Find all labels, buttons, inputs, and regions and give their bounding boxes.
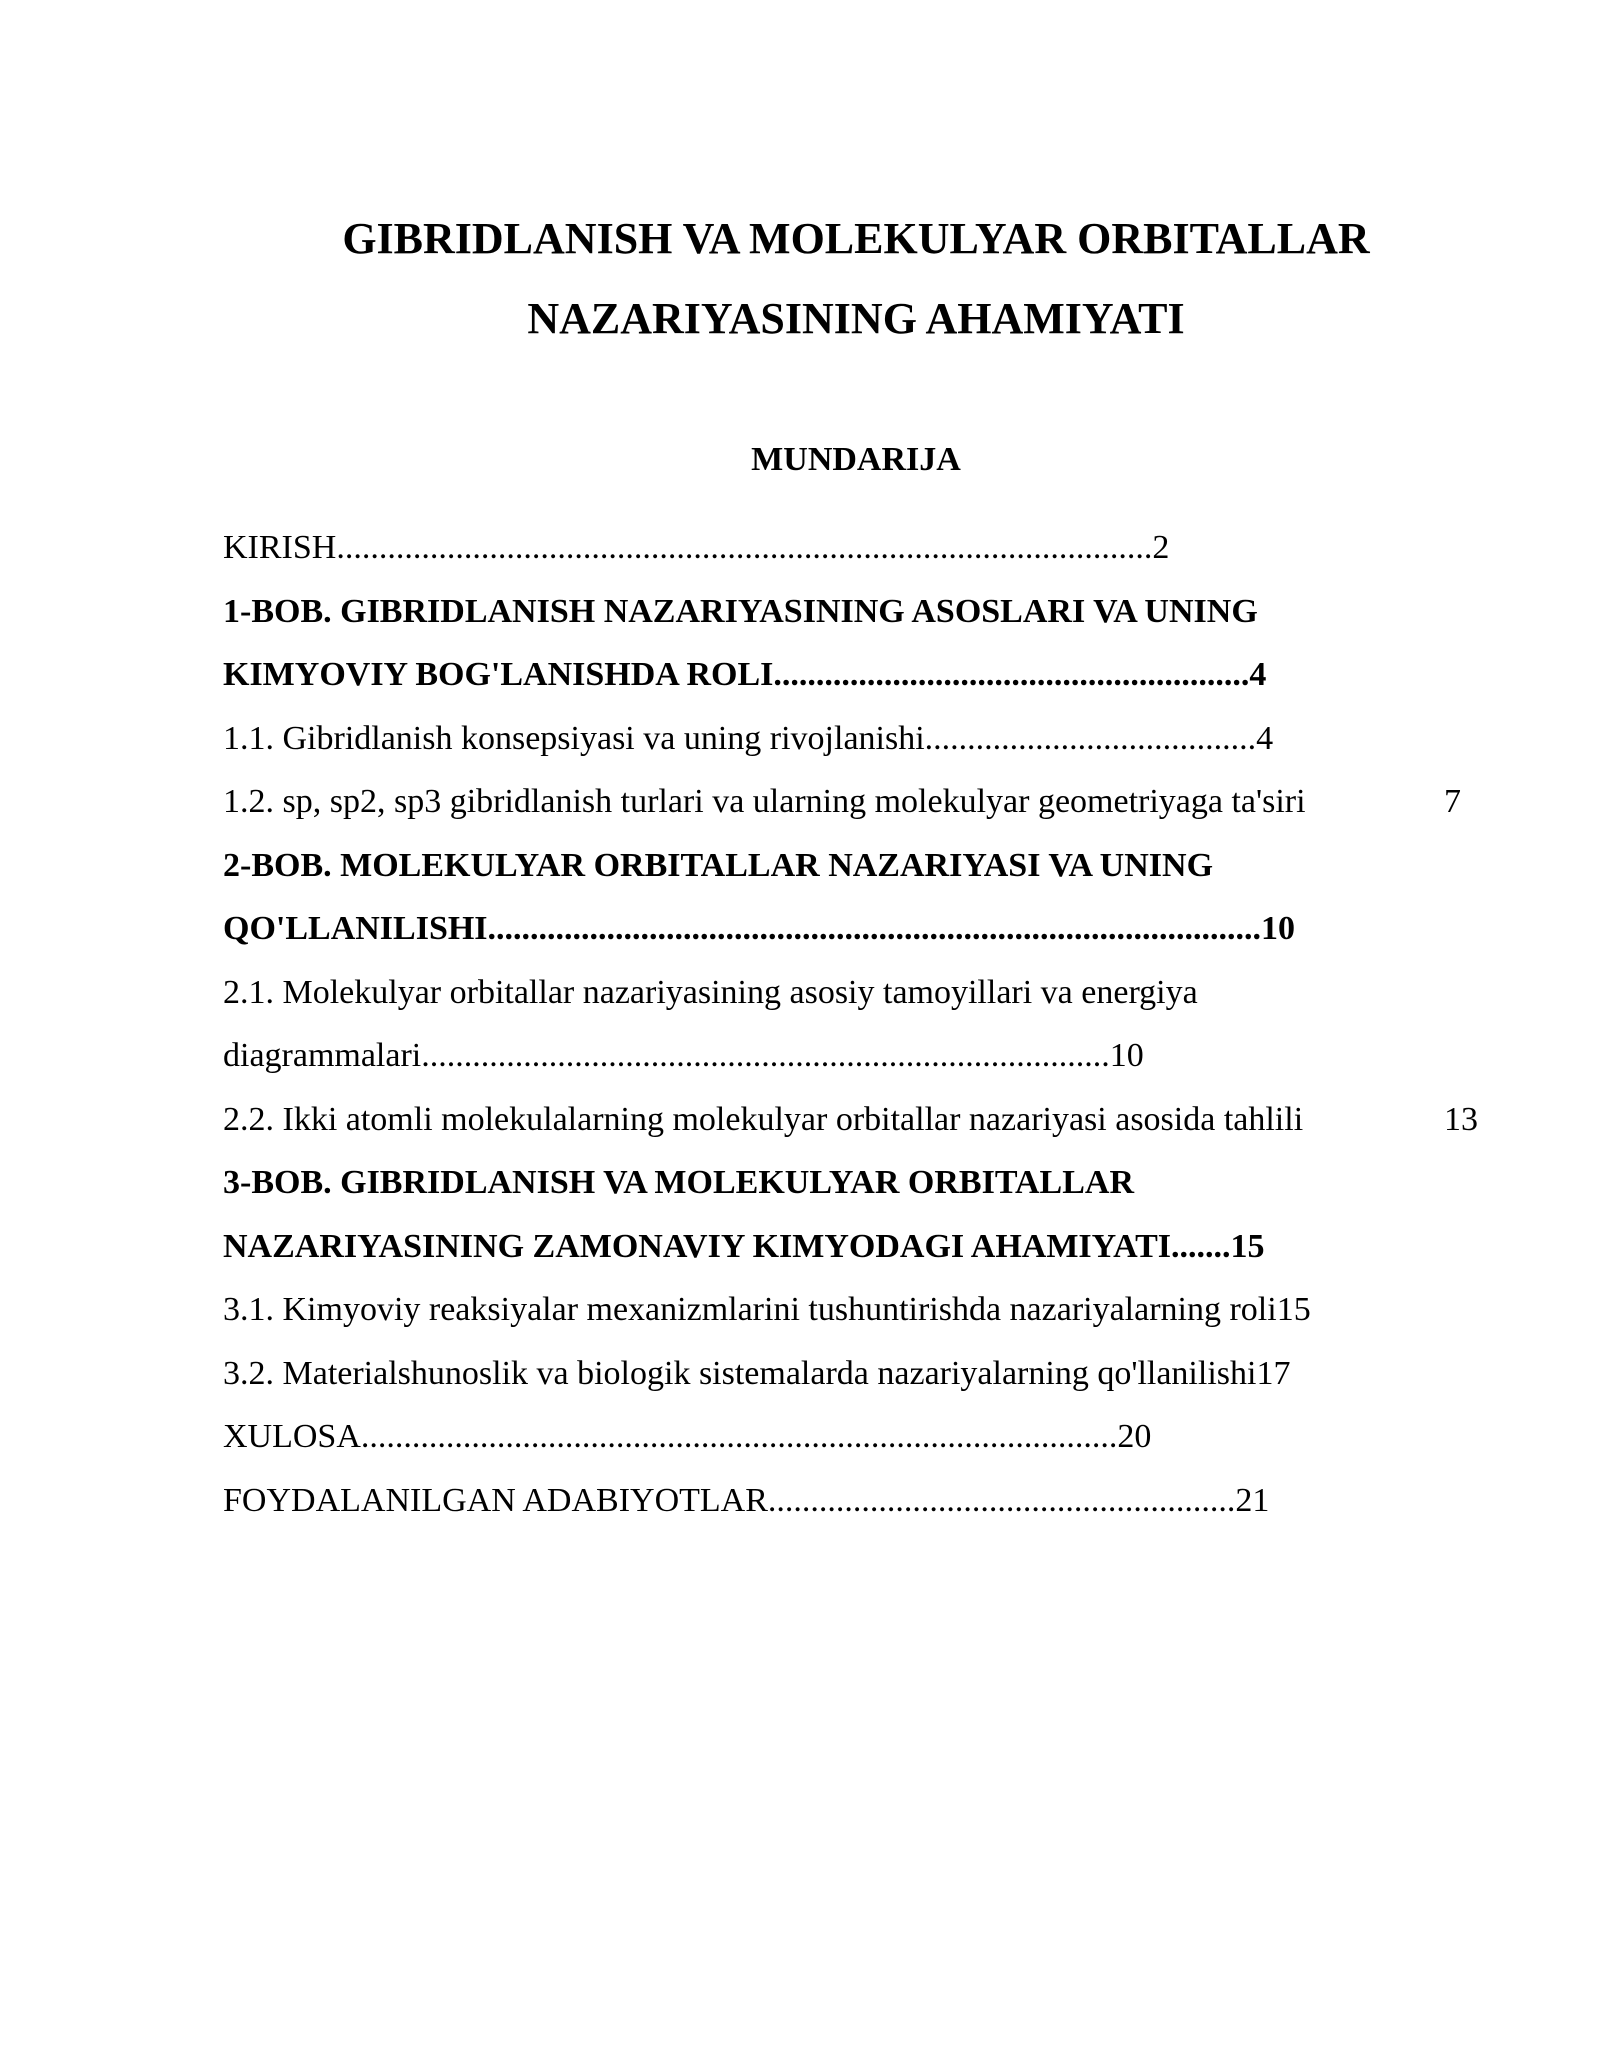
toc-entry-text: 2.2. Ikki atomli molekulalarning molekulyar orbitallar nazariyasi asosida tahlili bbox=[223, 1100, 1304, 1138]
toc-entry-text: 2-BOB. MOLEKULYAR ORBITALLAR NAZARIYASI VA UNING bbox=[223, 846, 1214, 884]
toc-entry-1-1 bbox=[223, 707, 1483, 771]
table-of-contents bbox=[223, 516, 1483, 1532]
document-title-line-1: GIBRIDLANISH VA MOLEKULYAR ORBITALLAR bbox=[342, 214, 1370, 263]
toc-entry-text: 1.2. sp, sp2, sp3 gibridlanish turlari va ularning molekulyar geometriyaga ta'siri bbox=[223, 783, 1306, 820]
toc-leader-dots: ................................................................................. bbox=[421, 1037, 1110, 1074]
toc-leader-dots: ......................................................................................... bbox=[360, 1418, 1118, 1455]
toc-entry-1-2 bbox=[223, 770, 1483, 834]
toc-page-number: 7 bbox=[1444, 783, 1461, 820]
toc-page-number: 10 bbox=[1109, 1037, 1144, 1074]
document-title-line-2: NAZARIYASINING AHAMIYATI bbox=[527, 294, 1185, 343]
toc-entry-text: KIRISH bbox=[223, 529, 337, 566]
toc-page-number: 20 bbox=[1117, 1418, 1152, 1455]
toc-entry-text: 3-BOB. GIBRIDLANISH VA MOLEKULYAR ORBITALLAR bbox=[223, 1164, 1134, 1201]
toc-page-number: 10 bbox=[1261, 910, 1296, 947]
toc-entry-text: diagrammalari bbox=[223, 1037, 422, 1074]
toc-heading: MUNDARIJA bbox=[751, 441, 961, 478]
toc-leader-dots: ....... bbox=[1171, 1227, 1231, 1265]
toc-entry-text: XULOSA bbox=[223, 1418, 361, 1455]
toc-entry-bob2-line-1 bbox=[223, 834, 1483, 898]
toc-entry-kirish bbox=[223, 516, 1483, 580]
toc-entry-3-1 bbox=[223, 1278, 1483, 1342]
toc-page-number: 2 bbox=[1152, 529, 1170, 566]
toc-page-number: 15 bbox=[1230, 1227, 1265, 1265]
toc-page-number: 4 bbox=[1256, 719, 1274, 757]
toc-entry-adabiyotlar bbox=[223, 1469, 1483, 1533]
toc-entry-text: 2.1. Molekulyar orbitallar nazariyasining asosiy tamoyillari va energiya bbox=[223, 973, 1198, 1011]
toc-entry-bob3-line-2 bbox=[223, 1215, 1483, 1279]
toc-page-number: 21 bbox=[1235, 1481, 1270, 1519]
toc-entry-2-1-line-2 bbox=[223, 1024, 1483, 1088]
toc-entry-xulosa bbox=[223, 1405, 1483, 1469]
toc-entry-text: NAZARIYASINING ZAMONAVIY KIMYODAGI AHAMIYATI bbox=[223, 1227, 1172, 1265]
toc-leader-dots: ....................................... bbox=[924, 719, 1257, 757]
toc-entry-text: 3.1. Kimyoviy reaksiyalar mexanizmlarini tushuntirishda nazariyalarning roli bbox=[223, 1291, 1277, 1328]
toc-page-number: 13 bbox=[1444, 1100, 1478, 1138]
toc-page-number: 17 bbox=[1256, 1354, 1291, 1392]
toc-leader-dots: ....................................................... bbox=[767, 1481, 1236, 1519]
toc-entry-bob1-line-2 bbox=[223, 643, 1483, 707]
toc-entry-bob3-line-1 bbox=[223, 1151, 1483, 1215]
toc-page-number: 4 bbox=[1249, 656, 1267, 693]
toc-page-number: 15 bbox=[1276, 1291, 1311, 1328]
toc-entry-text: QO'LLANILISHI bbox=[223, 910, 488, 947]
toc-entry-text: 1.1. Gibridlanish konsepsiyasi va uning rivojlanishi bbox=[223, 719, 925, 757]
toc-entry-text: 1-BOB. GIBRIDLANISH NAZARIYASINING ASOSLARI VA UNING bbox=[223, 592, 1258, 630]
toc-leader-dots: ........................................................ bbox=[773, 656, 1250, 693]
toc-entry-text: FOYDALANILGAN ADABIYOTLAR bbox=[223, 1481, 768, 1519]
toc-entry-3-2 bbox=[223, 1342, 1483, 1406]
toc-entry-2-1-line-1 bbox=[223, 961, 1483, 1025]
toc-entry-text: KIMYOVIY BOG'LANISHDA ROLI bbox=[223, 656, 774, 693]
toc-entry-bob1-line-1 bbox=[223, 580, 1483, 644]
toc-leader-dots: ................................................................................................ bbox=[336, 529, 1153, 566]
toc-entry-text: 3.2. Materialshunoslik va biologik sistemalarda nazariyalarning qo'llanilishi bbox=[223, 1354, 1257, 1392]
toc-entry-bob2-line-2 bbox=[223, 897, 1483, 961]
toc-entry-2-2 bbox=[223, 1088, 1483, 1152]
toc-leader-dots: ........................................................................................... bbox=[487, 910, 1262, 947]
